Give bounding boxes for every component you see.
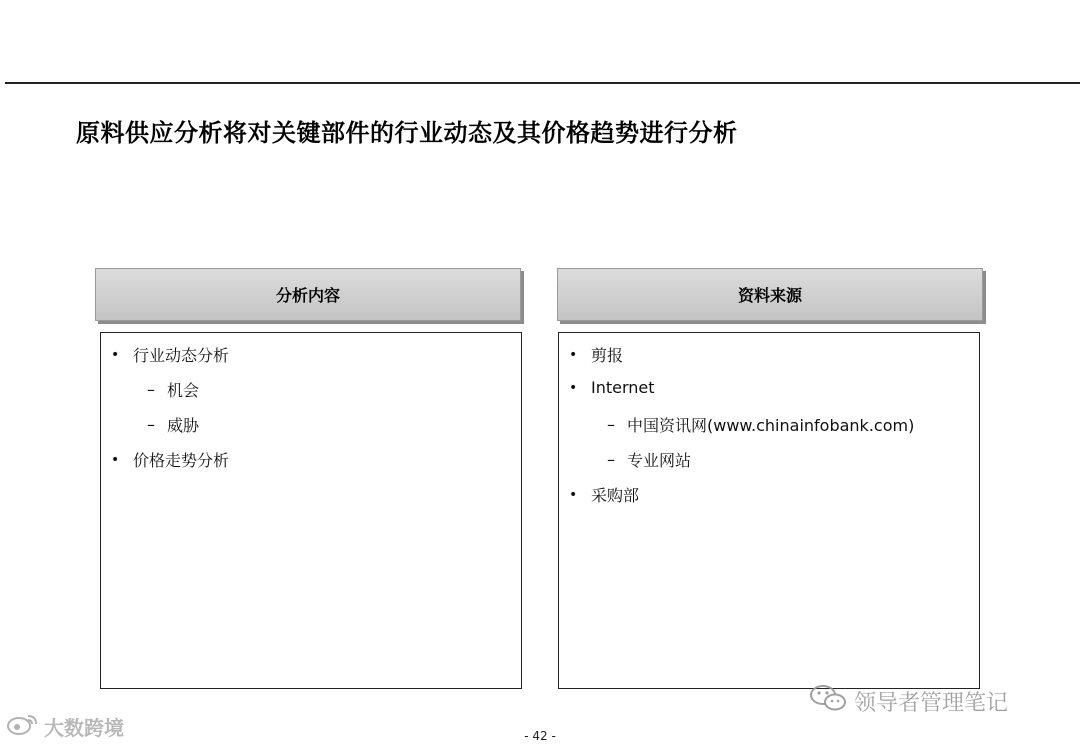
list-item-text: 采购部 xyxy=(591,486,640,505)
list-item: – 专业网站 xyxy=(607,450,692,470)
page-title: 原料供应分析将对关键部件的行业动态及其价格趋势进行分析 xyxy=(76,119,738,147)
list-item: • Internet xyxy=(569,378,655,397)
list-item-text: 剪报 xyxy=(591,346,624,365)
list-item: • 采购部 xyxy=(569,483,639,506)
list-item: • 剪报 xyxy=(569,343,623,366)
watermark-left-text: 大数跨境 xyxy=(44,716,124,740)
list-item-text: 专业网站 xyxy=(627,451,692,470)
wechat-icon xyxy=(808,683,848,719)
watermark-left xyxy=(6,712,124,741)
page-number: - 42 - xyxy=(524,729,556,743)
list-item: • 行业动态分析 xyxy=(111,343,229,366)
list-item: – 威胁 xyxy=(147,415,200,435)
data-sources-box xyxy=(558,332,980,689)
analysis-content-header: 分析内容 xyxy=(95,268,521,321)
list-item: • 价格走势分析 xyxy=(111,448,229,471)
list-item: – 中国资讯网(www.chinainfobank.com) xyxy=(607,415,915,435)
analysis-content-box xyxy=(100,332,522,689)
list-item: – 机会 xyxy=(147,380,200,400)
weibo-icon xyxy=(6,712,40,741)
list-item-text: 行业动态分析 xyxy=(133,346,230,365)
top-rule xyxy=(5,82,1080,84)
watermark-right-text: 领导者管理笔记 xyxy=(854,690,1009,716)
watermark-right xyxy=(808,683,1008,719)
list-item-text: 机会 xyxy=(167,381,200,400)
list-item-text: 价格走势分析 xyxy=(133,451,230,470)
list-item-text: 威胁 xyxy=(167,416,200,435)
list-item-text: 中国资讯网(www.chinainfobank.com) xyxy=(627,416,915,435)
list-item-text: Internet xyxy=(591,378,655,397)
data-sources-header: 资料来源 xyxy=(557,268,983,321)
